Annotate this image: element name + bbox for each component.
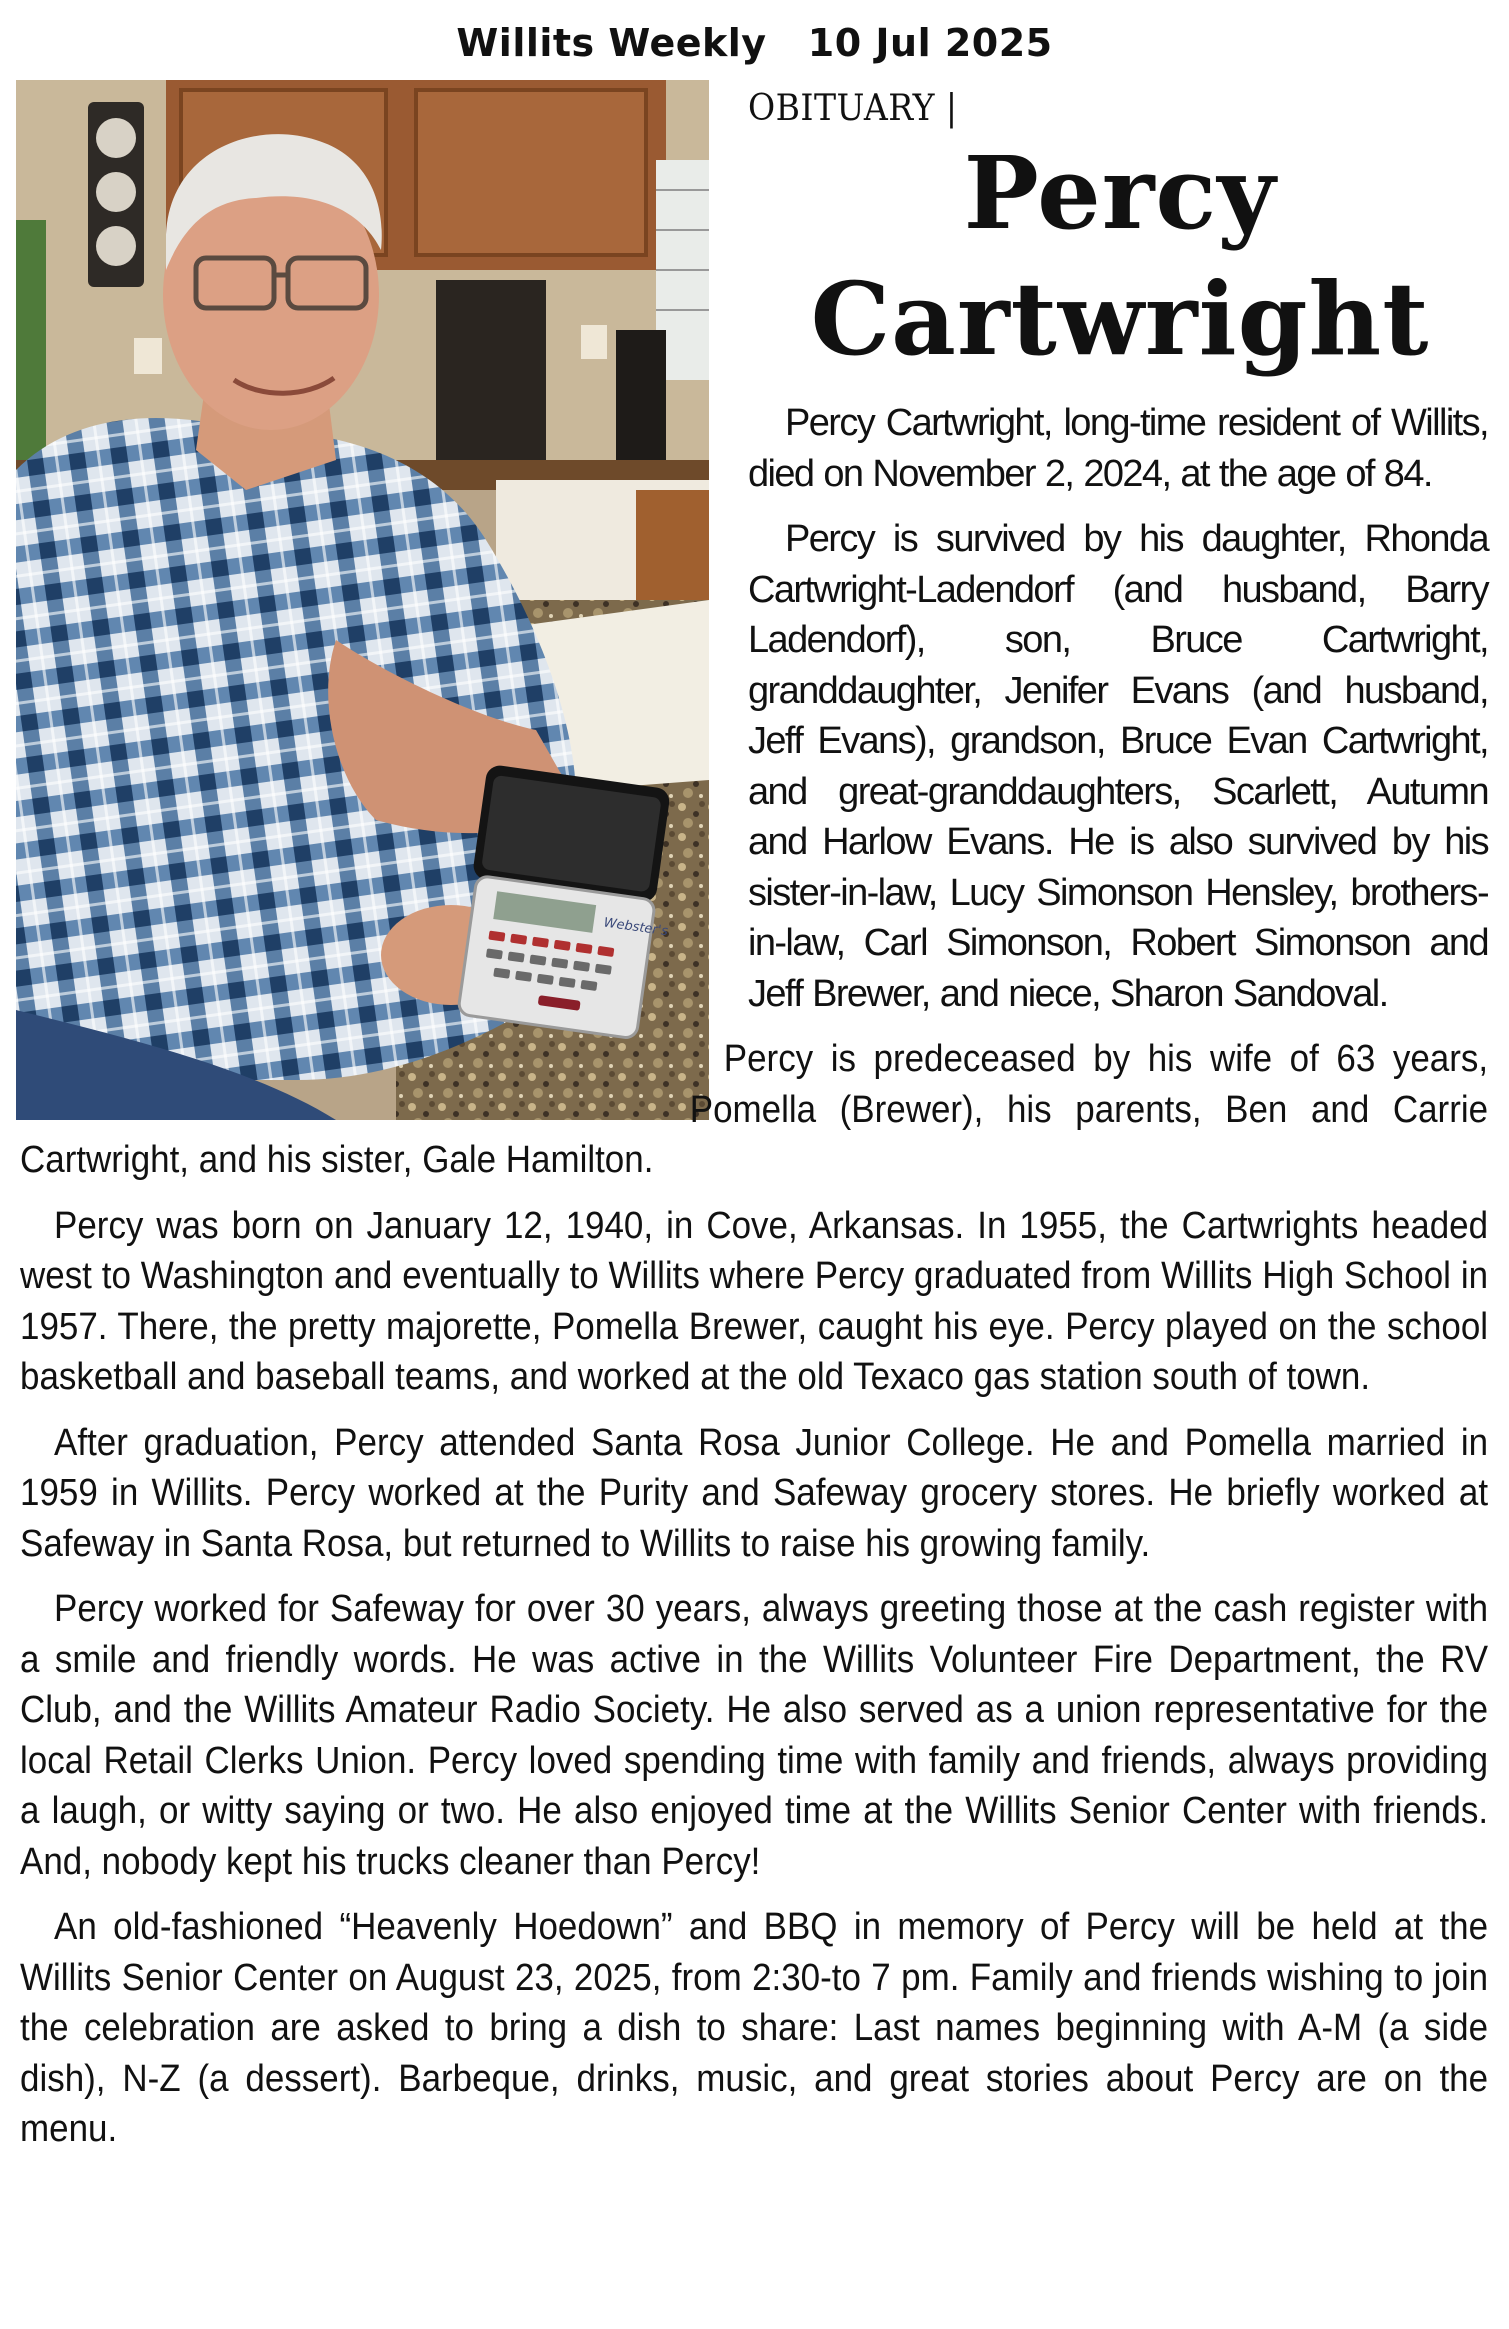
publication-name: Willits Weekly (456, 21, 767, 65)
headline (720, 130, 1509, 382)
paragraph-predeceased: Percy is predeceased by his wife of 63 years, Pomella (Brewer), his parents, Ben and Carrie Cartwright, and his sister, Gale Hamilton. (20, 1038, 1489, 1181)
paragraph-career: Percy worked for Safeway for over 30 years, always greeting those at the cash register with a smile and friendly words. He was active in the Willits Volunteer Fire Department, the RV Club, and the Willits Amateur Radio Society. He also served as a union representative for the local Retail Clerks Union. Percy loved spending time with family and friends, always providing a laugh, or witty saying or two. He also enjoyed time at the Willits Senior Center with friends. And, nobody kept his trucks cleaner than Percy! (20, 1588, 1489, 1883)
masthead (0, 18, 1509, 68)
publication-date: 10 Jul 2025 (807, 21, 1053, 65)
photo-wrap-spacer (20, 398, 748, 1120)
section-label: OBITUARY | (748, 88, 958, 129)
headline-last-name: Cartwright (810, 260, 1430, 378)
paragraph-early-life: Percy was born on January 12, 1940, in Cove, Arkansas. In 1955, the Cartwrights headed west to Washington and eventually to Willits where Percy graduated from Willits High School in 1957. There, the pretty majorette, Pomella Brewer, caught his eye. Percy played on the school basketball and baseball teams, and worked at the old Texaco gas station south of town. (20, 1204, 1489, 1398)
article-body (20, 398, 1488, 2170)
paragraph-survivors: Percy is survived by his daughter, Rhonda Cartwright-Ladendorf (and husband, Barry Ladendorf), son, Bruce Cartwright, granddaughter, Jenifer Evans (and husband, Jeff Evans), grandson, Bruce Evan Cartwright, and great-granddaughters, Scarlett, Autumn and Harlow Evans. He is also survived by his sister-in-law, Lucy Simonson Hensley, brothers-in-law, Carl Simonson, Robert Simonson and Jeff Brewer, and niece, Sharon Sandoval. (748, 518, 1488, 1015)
device-brand-label: Webster's (602, 915, 669, 940)
paragraph-memorial: An old-fashioned “Heavenly Hoedown” and BBQ in memory of Percy will be held at the Willits Senior Center on August 23, 2025, from 2:30-to 7 pm. Family and friends wishing to join the celebration are asked to bring a dish to share: Last names beginning with A-M (a side dish), N-Z (a dessert). Barbeque, drinks, music, and great stories about Percy are on the menu. (20, 1906, 1489, 2150)
paragraph-death-notice: Percy Cartwright, long-time resident of Willits, died on November 2, 2024, at the age of 84. (748, 402, 1488, 495)
headline-first-name: Percy (963, 134, 1277, 252)
paragraph-marriage: After graduation, Percy attended Santa Rosa Junior College. He and Pomella married in 1959 in Willits. Percy worked at the Purity and Safeway grocery stores. He briefly worked at Safeway in Santa Rosa, but returned to Willits to raise his growing family. (20, 1421, 1489, 1565)
